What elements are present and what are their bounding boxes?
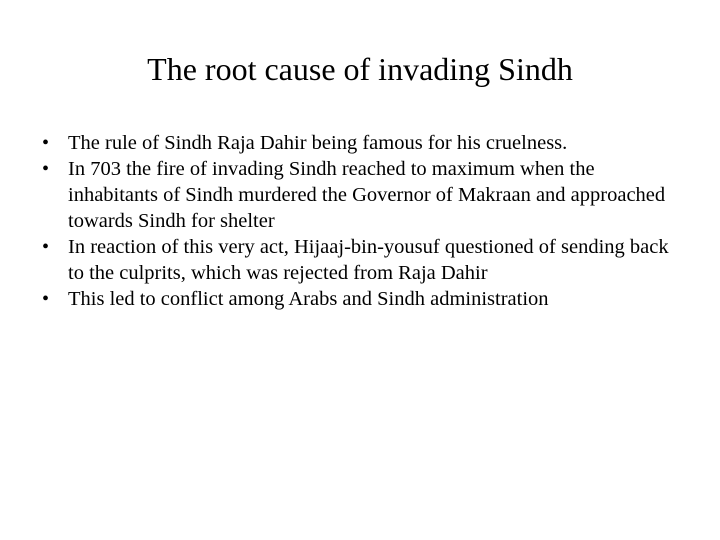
- bullet-icon: •: [42, 236, 50, 258]
- bullet-item: [40, 286, 680, 312]
- slide-title: The root cause of invading Sindh: [147, 51, 573, 87]
- bullet-text: The rule of Sindh Raja Dahir being famous for his cruelness.: [68, 132, 568, 154]
- bullet-icon: •: [42, 132, 50, 154]
- bullet-icon: •: [42, 288, 50, 310]
- bullet-text: In 703 the fire of invading Sindh reached to maximum when the inhabitants of Sindh murdered the Governor of Makraan and approached towards Sindh for shelter: [68, 158, 666, 232]
- bullet-text: This led to conflict among Arabs and Sindh administration: [68, 288, 549, 310]
- bullet-item: [40, 130, 680, 156]
- bullet-icon: •: [42, 158, 50, 180]
- bullet-item: [40, 234, 680, 286]
- bullet-item: [40, 156, 680, 234]
- bullet-text: In reaction of this very act, Hijaaj-bin-yousuf questioned of sending back to the culprits, which was rejected from Raja Dahir: [68, 236, 669, 284]
- bullet-list: [40, 130, 680, 312]
